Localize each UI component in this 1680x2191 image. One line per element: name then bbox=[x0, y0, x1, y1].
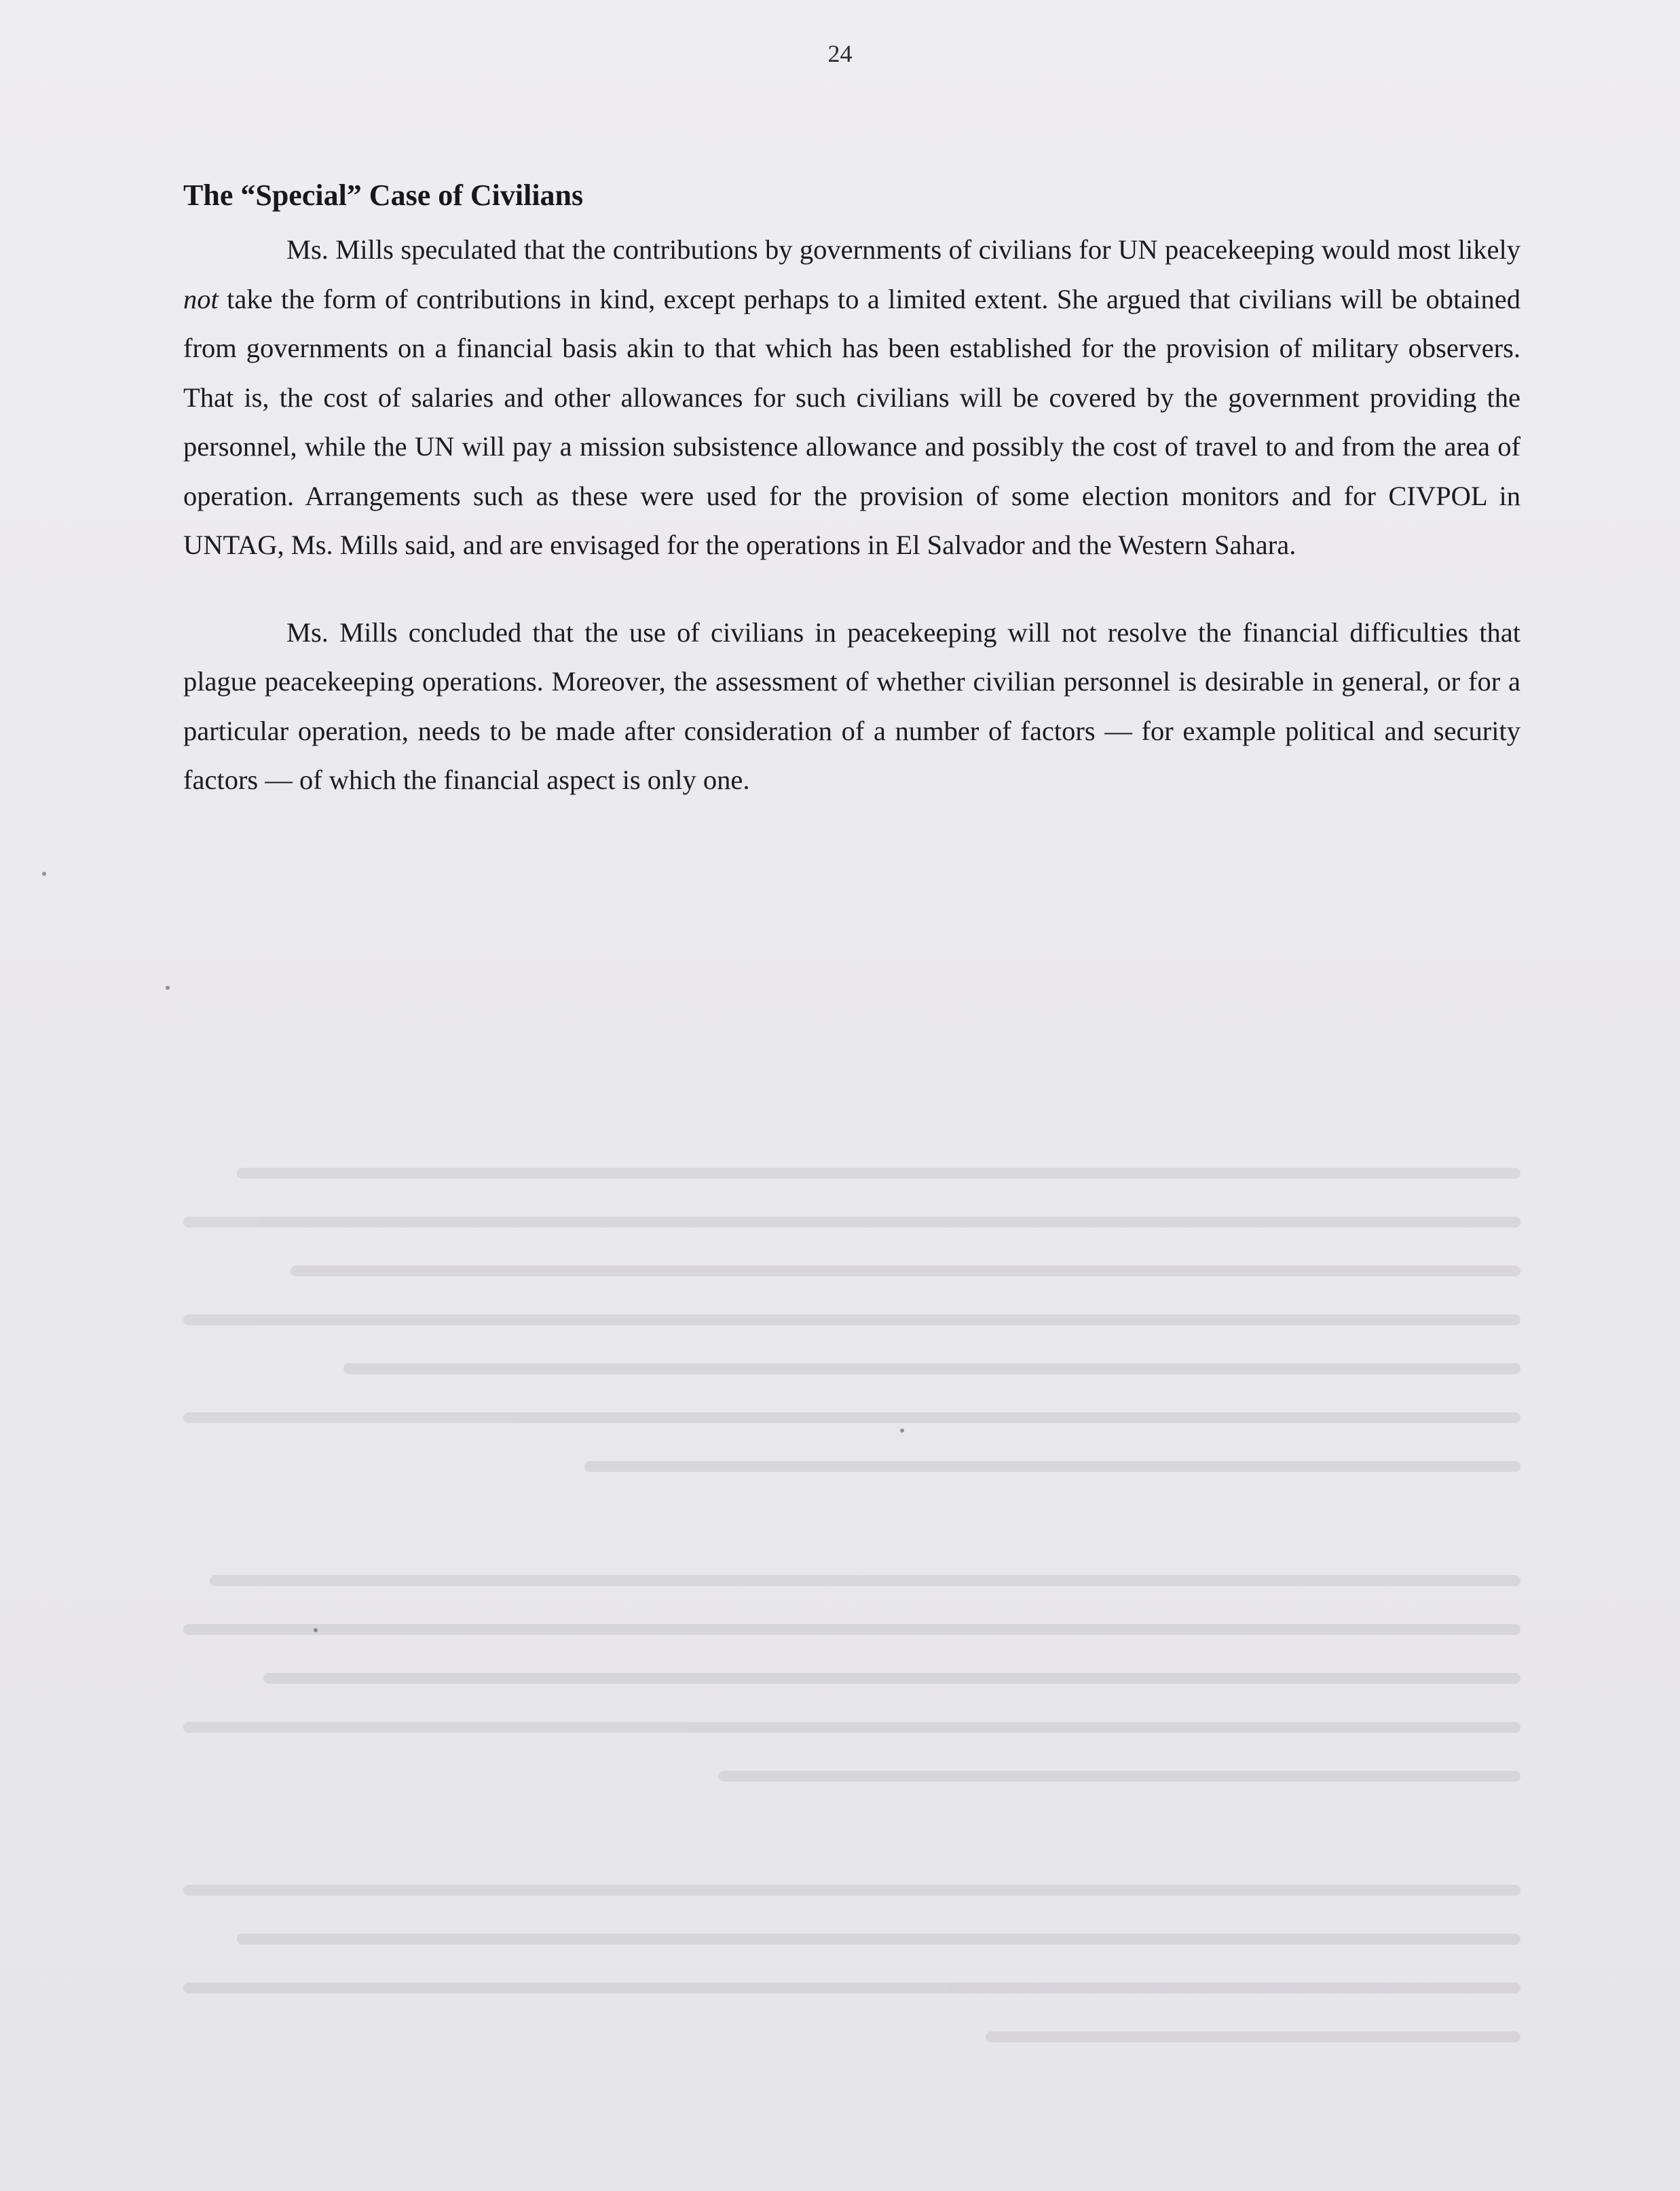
emphasized-word: not bbox=[183, 283, 219, 314]
section-heading: The “Special” Case of Civilians bbox=[183, 179, 584, 212]
paper-speck bbox=[166, 986, 170, 990]
paper-speck bbox=[900, 1429, 904, 1433]
paragraph-text: Ms. Mills speculated that the contributions by governments of civilians for UN peacekeeping would most likely bbox=[286, 234, 1520, 265]
paper-speck bbox=[42, 872, 46, 876]
paper-speck bbox=[314, 1628, 318, 1632]
page-number: 24 bbox=[827, 40, 853, 67]
reverse-side-bleed-through bbox=[183, 1168, 1520, 2080]
section-civilians bbox=[183, 175, 1520, 805]
paragraph-text: take the form of contributions in kind, except perhaps to a limited extent. She argued that civilians will be obtained from governments on a financial basis akin to that which has been established for the provision of military observers. That is, the cost of salaries and other allowances for such civilians will be covered by the government providing the personnel, while the UN will pay a mission subsistence allowance and possibly the cost of travel to and from the area of operation. Arrangements such as these were used for the provision of some election monitors and for CIVPOL in UNTAG, Ms. Mills said, and are envisaged for the operations in El Salvador and the Western Sahara. bbox=[183, 283, 1520, 560]
paragraph-contributions-of-civilians bbox=[183, 225, 1520, 570]
paragraph-conclusion: Ms. Mills concluded that the use of civilians in peacekeeping will not resolve the financial difficulties that plague peacekeeping operations. Moreover, the assessment of whether civilian personnel is desirable in general, or for a particular operation, needs to be made after consideration of a number of factors — for example political and security factors — of which the financial aspect is only one. bbox=[183, 616, 1520, 795]
